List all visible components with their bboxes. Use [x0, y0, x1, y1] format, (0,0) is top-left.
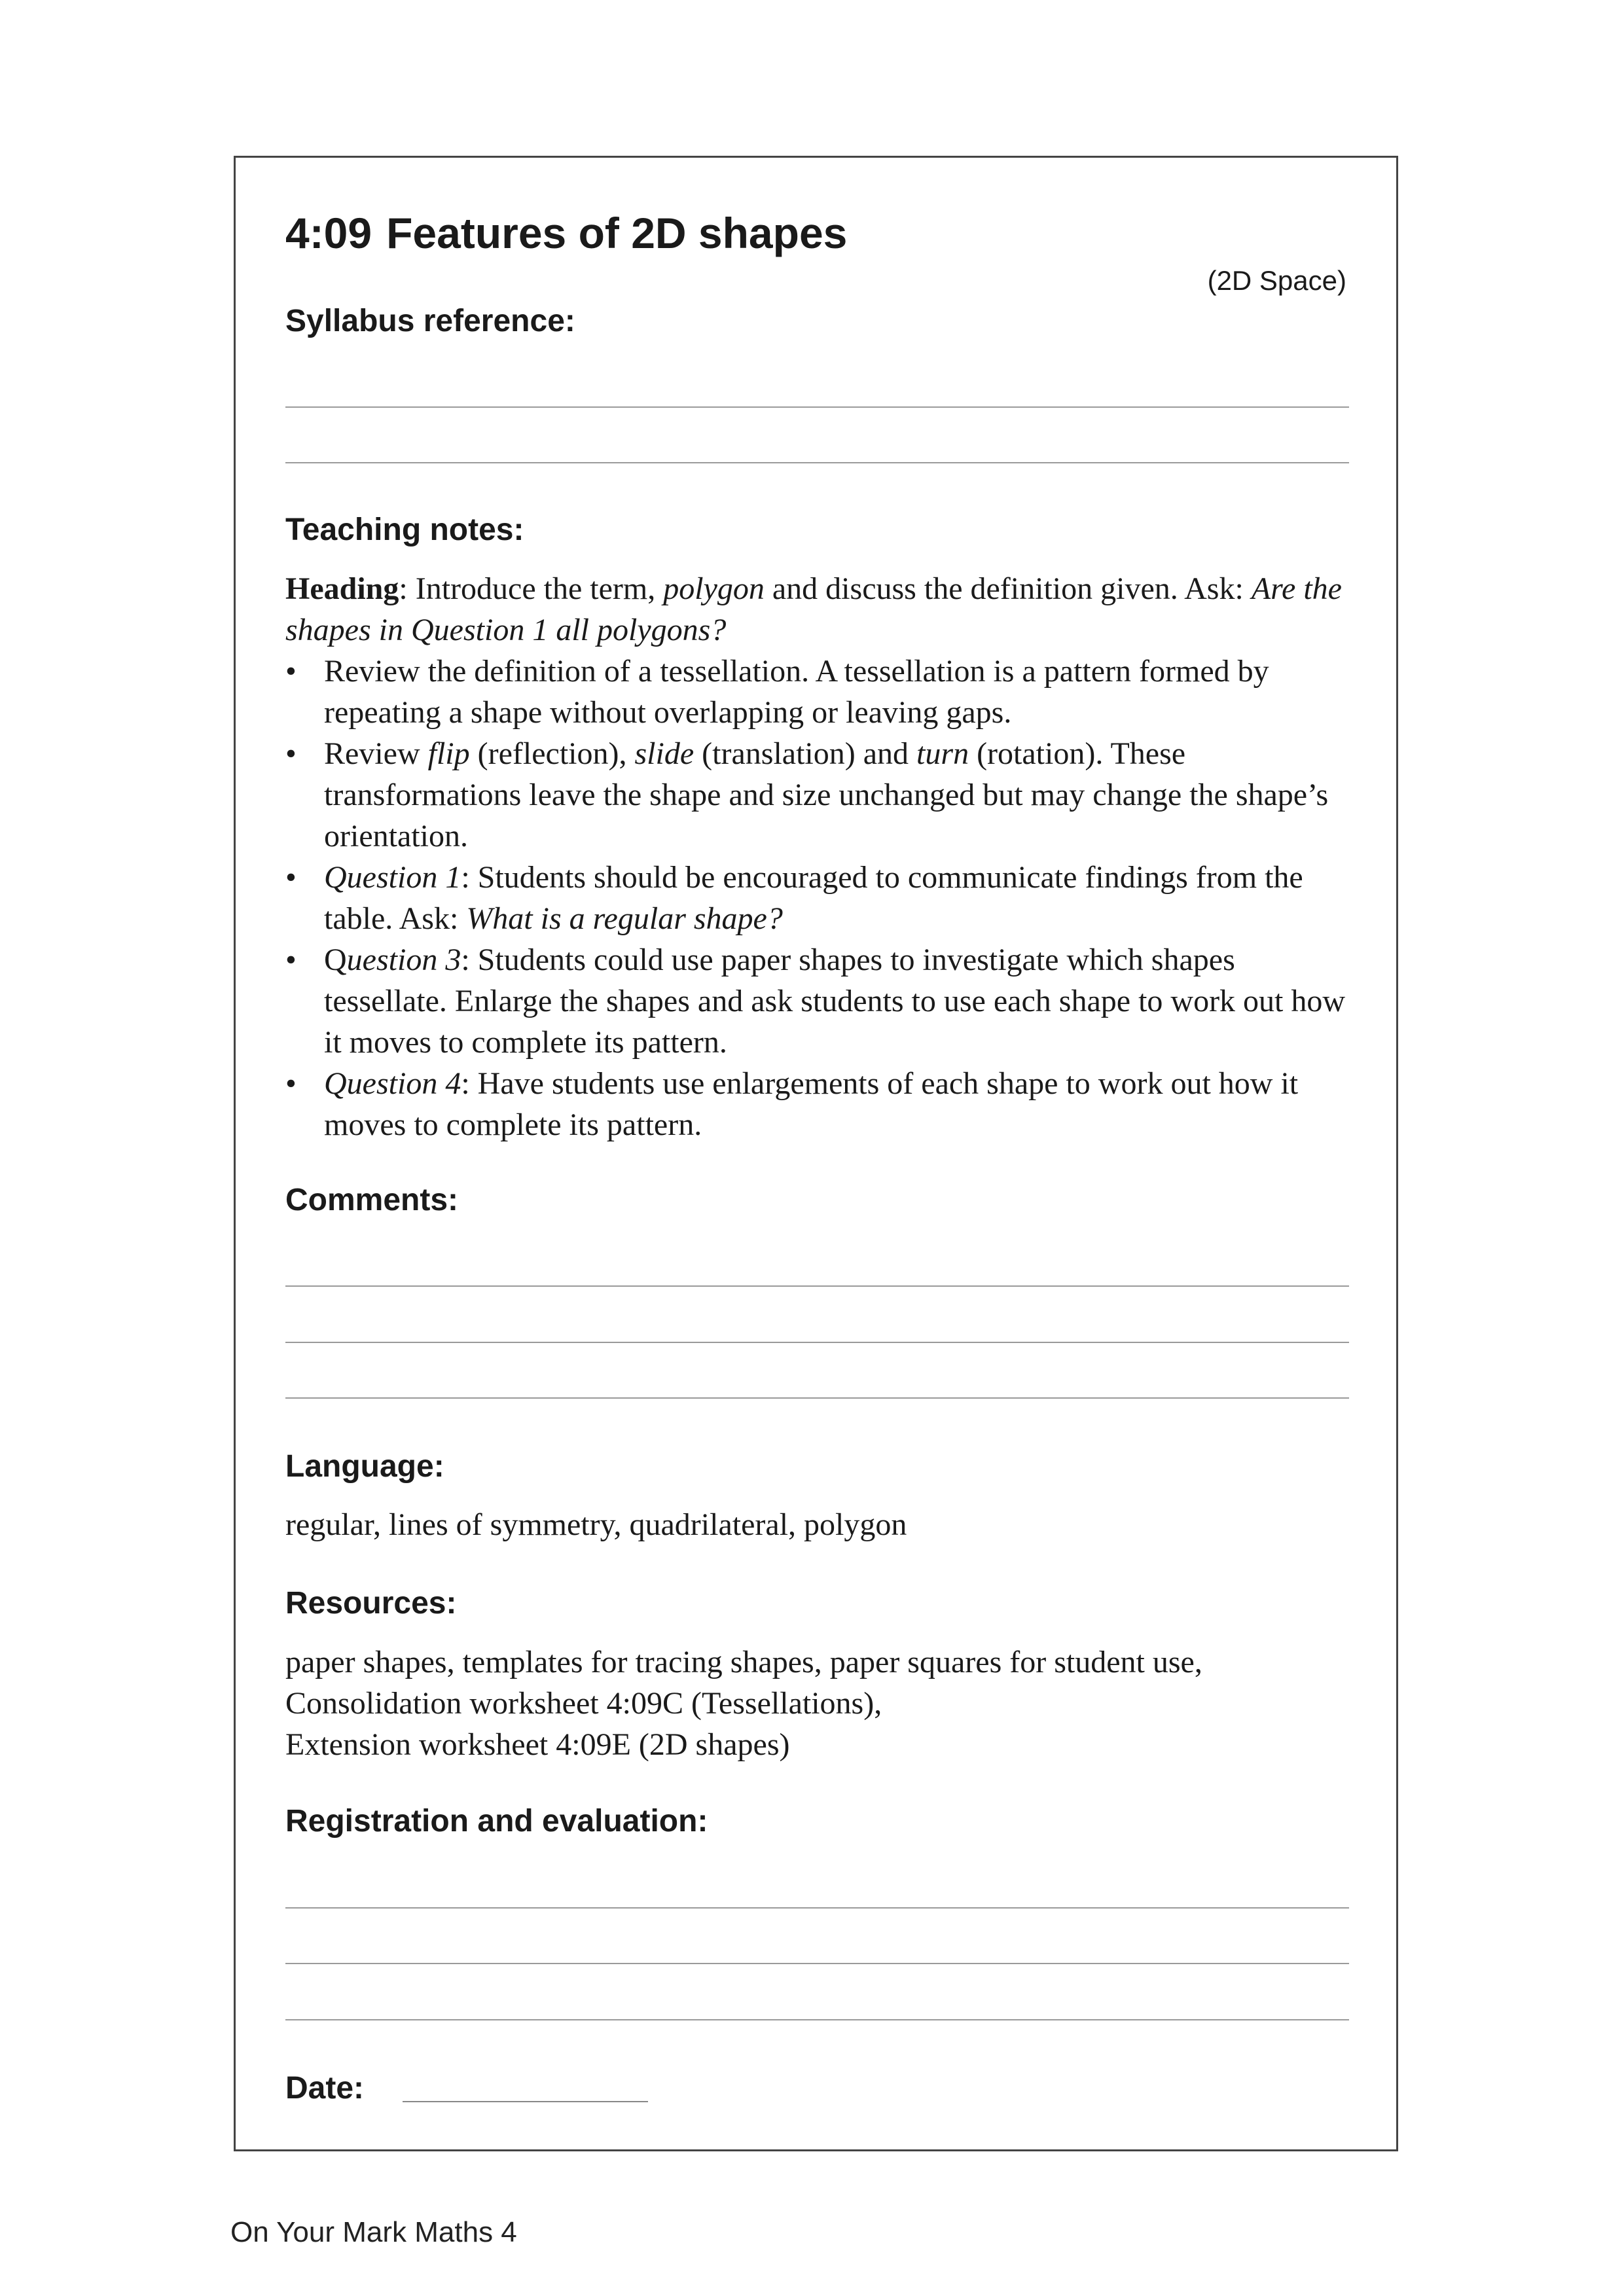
- date-label: Date:: [285, 2071, 365, 2106]
- language-text: regular, lines of symmetry, quadrilateral, polygon: [285, 1507, 907, 1542]
- bullet-5-text: : Have students use enlargements of each shape to work out how it moves to complete its pattern.: [324, 1066, 1299, 1142]
- list-item: [285, 651, 1359, 733]
- bullet-2-text: Review: [324, 736, 428, 771]
- bullet-1-text: Review the definition of a tessellation. A tessellation is a pattern formed by repeating a shape without overlapping or leaving gaps.: [324, 654, 1269, 730]
- notes-list: [285, 651, 1359, 1145]
- intro-text-1: : Introduce the term,: [399, 571, 664, 606]
- bullet-3-italic: What is a regular shape?: [466, 901, 783, 936]
- bullet-2-italic: turn: [916, 736, 969, 771]
- list-item: [285, 1063, 1359, 1145]
- registration-line-3[interactable]: [285, 2019, 1349, 2020]
- strand-label: (2D Space): [1207, 265, 1346, 296]
- teaching-notes-body: [285, 568, 1359, 1145]
- bullet-2-italic: flip: [427, 736, 470, 771]
- list-item: [285, 857, 1359, 939]
- intro-italic-2: Are the shapes in Question 1 all polygons?: [285, 571, 1342, 647]
- heading-intro: [285, 568, 1359, 651]
- comments-line-3[interactable]: [285, 1397, 1349, 1399]
- footer-text: On Your Mark Maths 4: [230, 2216, 517, 2248]
- resources-line: Extension worksheet 4:09E (2D shapes): [285, 1727, 790, 1762]
- resources-label: Resources:: [285, 1586, 457, 1621]
- list-item: [285, 733, 1359, 857]
- intro-italic-1: polygon: [663, 571, 765, 606]
- resources-line: paper shapes, templates for tracing shapes, paper squares for student use,: [285, 1645, 1202, 1679]
- teaching-notes-label: Teaching notes:: [285, 512, 524, 547]
- registration-line-1[interactable]: [285, 1907, 1349, 1909]
- bullet-2-italic: slide: [634, 736, 695, 771]
- comments-line-1[interactable]: [285, 1285, 1349, 1287]
- syllabus-label: Syllabus reference:: [285, 304, 575, 338]
- bullet-3-text: : Students should be encouraged to communicate findings from the table. Ask:: [324, 860, 1303, 936]
- date-field[interactable]: [403, 2101, 648, 2102]
- bullet-2-text: (translation) and: [694, 736, 917, 771]
- list-item: [285, 939, 1359, 1063]
- language-label: Language:: [285, 1449, 444, 1484]
- bullet-4-italic: uestion 3: [346, 942, 461, 977]
- resources-text: [285, 1641, 1202, 1765]
- heading-bold: Heading: [285, 571, 399, 606]
- syllabus-line-2[interactable]: [285, 462, 1349, 463]
- bullet-3-italic: Question 1: [324, 860, 461, 895]
- section-number: 4:09: [285, 209, 372, 257]
- registration-line-2[interactable]: [285, 1963, 1349, 1964]
- page-frame: [234, 156, 1398, 2151]
- resources-line: Consolidation worksheet 4:09C (Tessellations),: [285, 1686, 882, 1721]
- bullet-2-text: (rotation). These transformations leave the shape and size unchanged but may change the shape’s orientation.: [324, 736, 1329, 853]
- bullet-5-italic: Question 4: [324, 1066, 461, 1101]
- comments-label: Comments:: [285, 1183, 459, 1217]
- bullet-4-text: : Students could use paper shapes to investigate which shapes tessellate. Enlarge the shapes and ask students to use each shape to work out how it moves to complete its pattern.: [324, 942, 1346, 1060]
- intro-text-2: and discuss the definition given. Ask:: [764, 571, 1252, 606]
- page-title: [285, 208, 847, 258]
- syllabus-line-1[interactable]: [285, 406, 1349, 408]
- registration-label: Registration and evaluation:: [285, 1804, 708, 1839]
- title-text: Features of 2D shapes: [386, 209, 848, 257]
- bullet-2-text: (reflection),: [469, 736, 635, 771]
- comments-line-2[interactable]: [285, 1342, 1349, 1343]
- bullet-4-text: Q: [324, 942, 347, 977]
